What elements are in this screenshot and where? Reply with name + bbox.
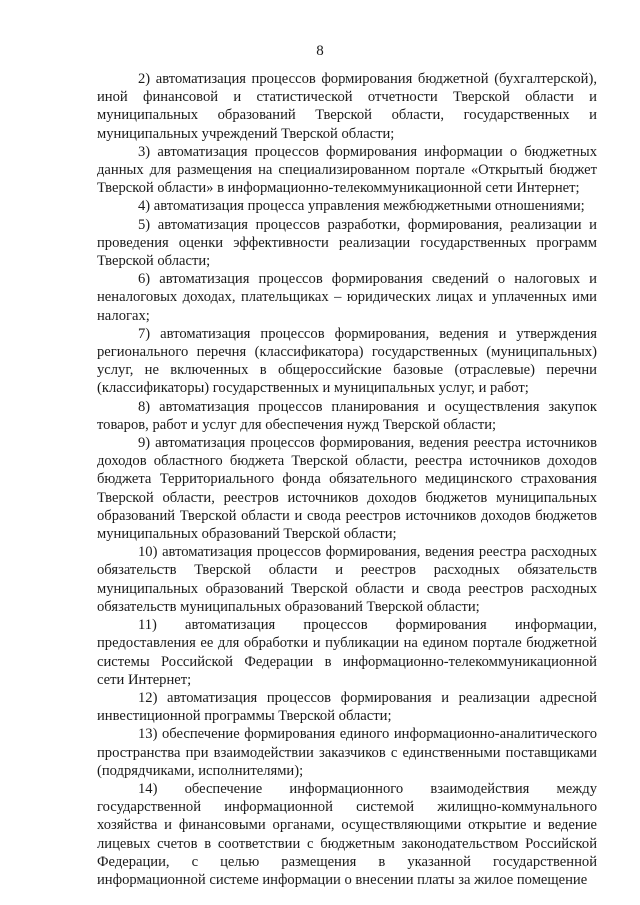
paragraph-item-9: 9) автоматизация процессов формирования, ведения реестра источников доходов областного бюджета Тверской области, реестра источников доходов бюджета Территориального фонда обязательного медицинского страхования Тверской области, реестров источников доходов бюджетов муниципальных образований Тверской области и свода реестров источников доходов бюджетов муниципальных образований Тверской области; [97,435,597,543]
document-body [97,70,597,889]
paragraph-item-3: 3) автоматизация процессов формирования информации о бюджетных данных для размещения на специализированном портале «Открытый бюджет Тверской области» в информационно-телекоммуникационной сети Интернет; [97,143,597,197]
paragraph-item-2: 2) автоматизация процессов формирования бюджетной (бухгалтерской), иной финансовой и статистической отчетности Тверской области и муниципальных образований Тверской области, государственных и муниципальных учреждений Тверской области; [97,71,597,142]
paragraph-item-5: 5) автоматизация процессов разработки, формирования, реализации и проведения оценки эффективности реализации государственных программ Тверской области; [97,216,597,270]
paragraph-item-13: 13) обеспечение формирования единого информационно-аналитического пространства при взаимодействии заказчиков с единственными поставщиками (подрядчиками, исполнителями); [97,726,597,779]
paragraph-item-11: 11) автоматизация процессов формирования информации, предоставления ее для обработки и публикации на едином портале бюджетной системы Российской Федерации в информационно-телекоммуникационной сети Интернет; [97,617,597,688]
page-number: 8 [316,43,324,59]
paragraph-item-12: 12) автоматизация процессов формирования и реализации адресной инвестиционной программы Тверской области; [97,689,597,725]
paragraph-item-8: 8) автоматизация процессов планирования и осуществления закупок товаров, работ и услуг для обеспечения нужд Тверской области; [97,398,597,433]
paragraph-item-14: 14) обеспечение информационного взаимодействия между государственной информационной системой жилищно-коммунального хозяйства и финансовыми органами, осуществляющими открытие и ведение лицевых счетов в соответствии с бюджетным законодательством Российской Федерации, с целью размещения в указанной государственной информационной системе информации о внесении платы за жилое помещение [97,780,597,888]
paragraph-item-4: 4) автоматизация процесса управления межбюджетными отношениями; [138,198,585,215]
paragraph-item-6: 6) автоматизация процессов формирования сведений о налоговых и неналоговых доходах, плательщиках – юридических лицах и уплаченных ими налогах; [97,271,597,324]
paragraph-item-10: 10) автоматизация процессов формирования, ведения реестра расходных обязательств Тверской области и реестров расходных обязательств муниципальных образований Тверской области и свода реестров расходных обязательств муниципальных образований Тверской области; [97,544,597,615]
paragraph-item-7: 7) автоматизация процессов формирования, ведения и утверждения регионального перечня (классификатора) государственных (муниципальных) услуг, не включенных в общероссийские базовые (отраслевые) перечни (классификаторы) государственных и муниципальных услуг, и работ; [97,325,597,397]
